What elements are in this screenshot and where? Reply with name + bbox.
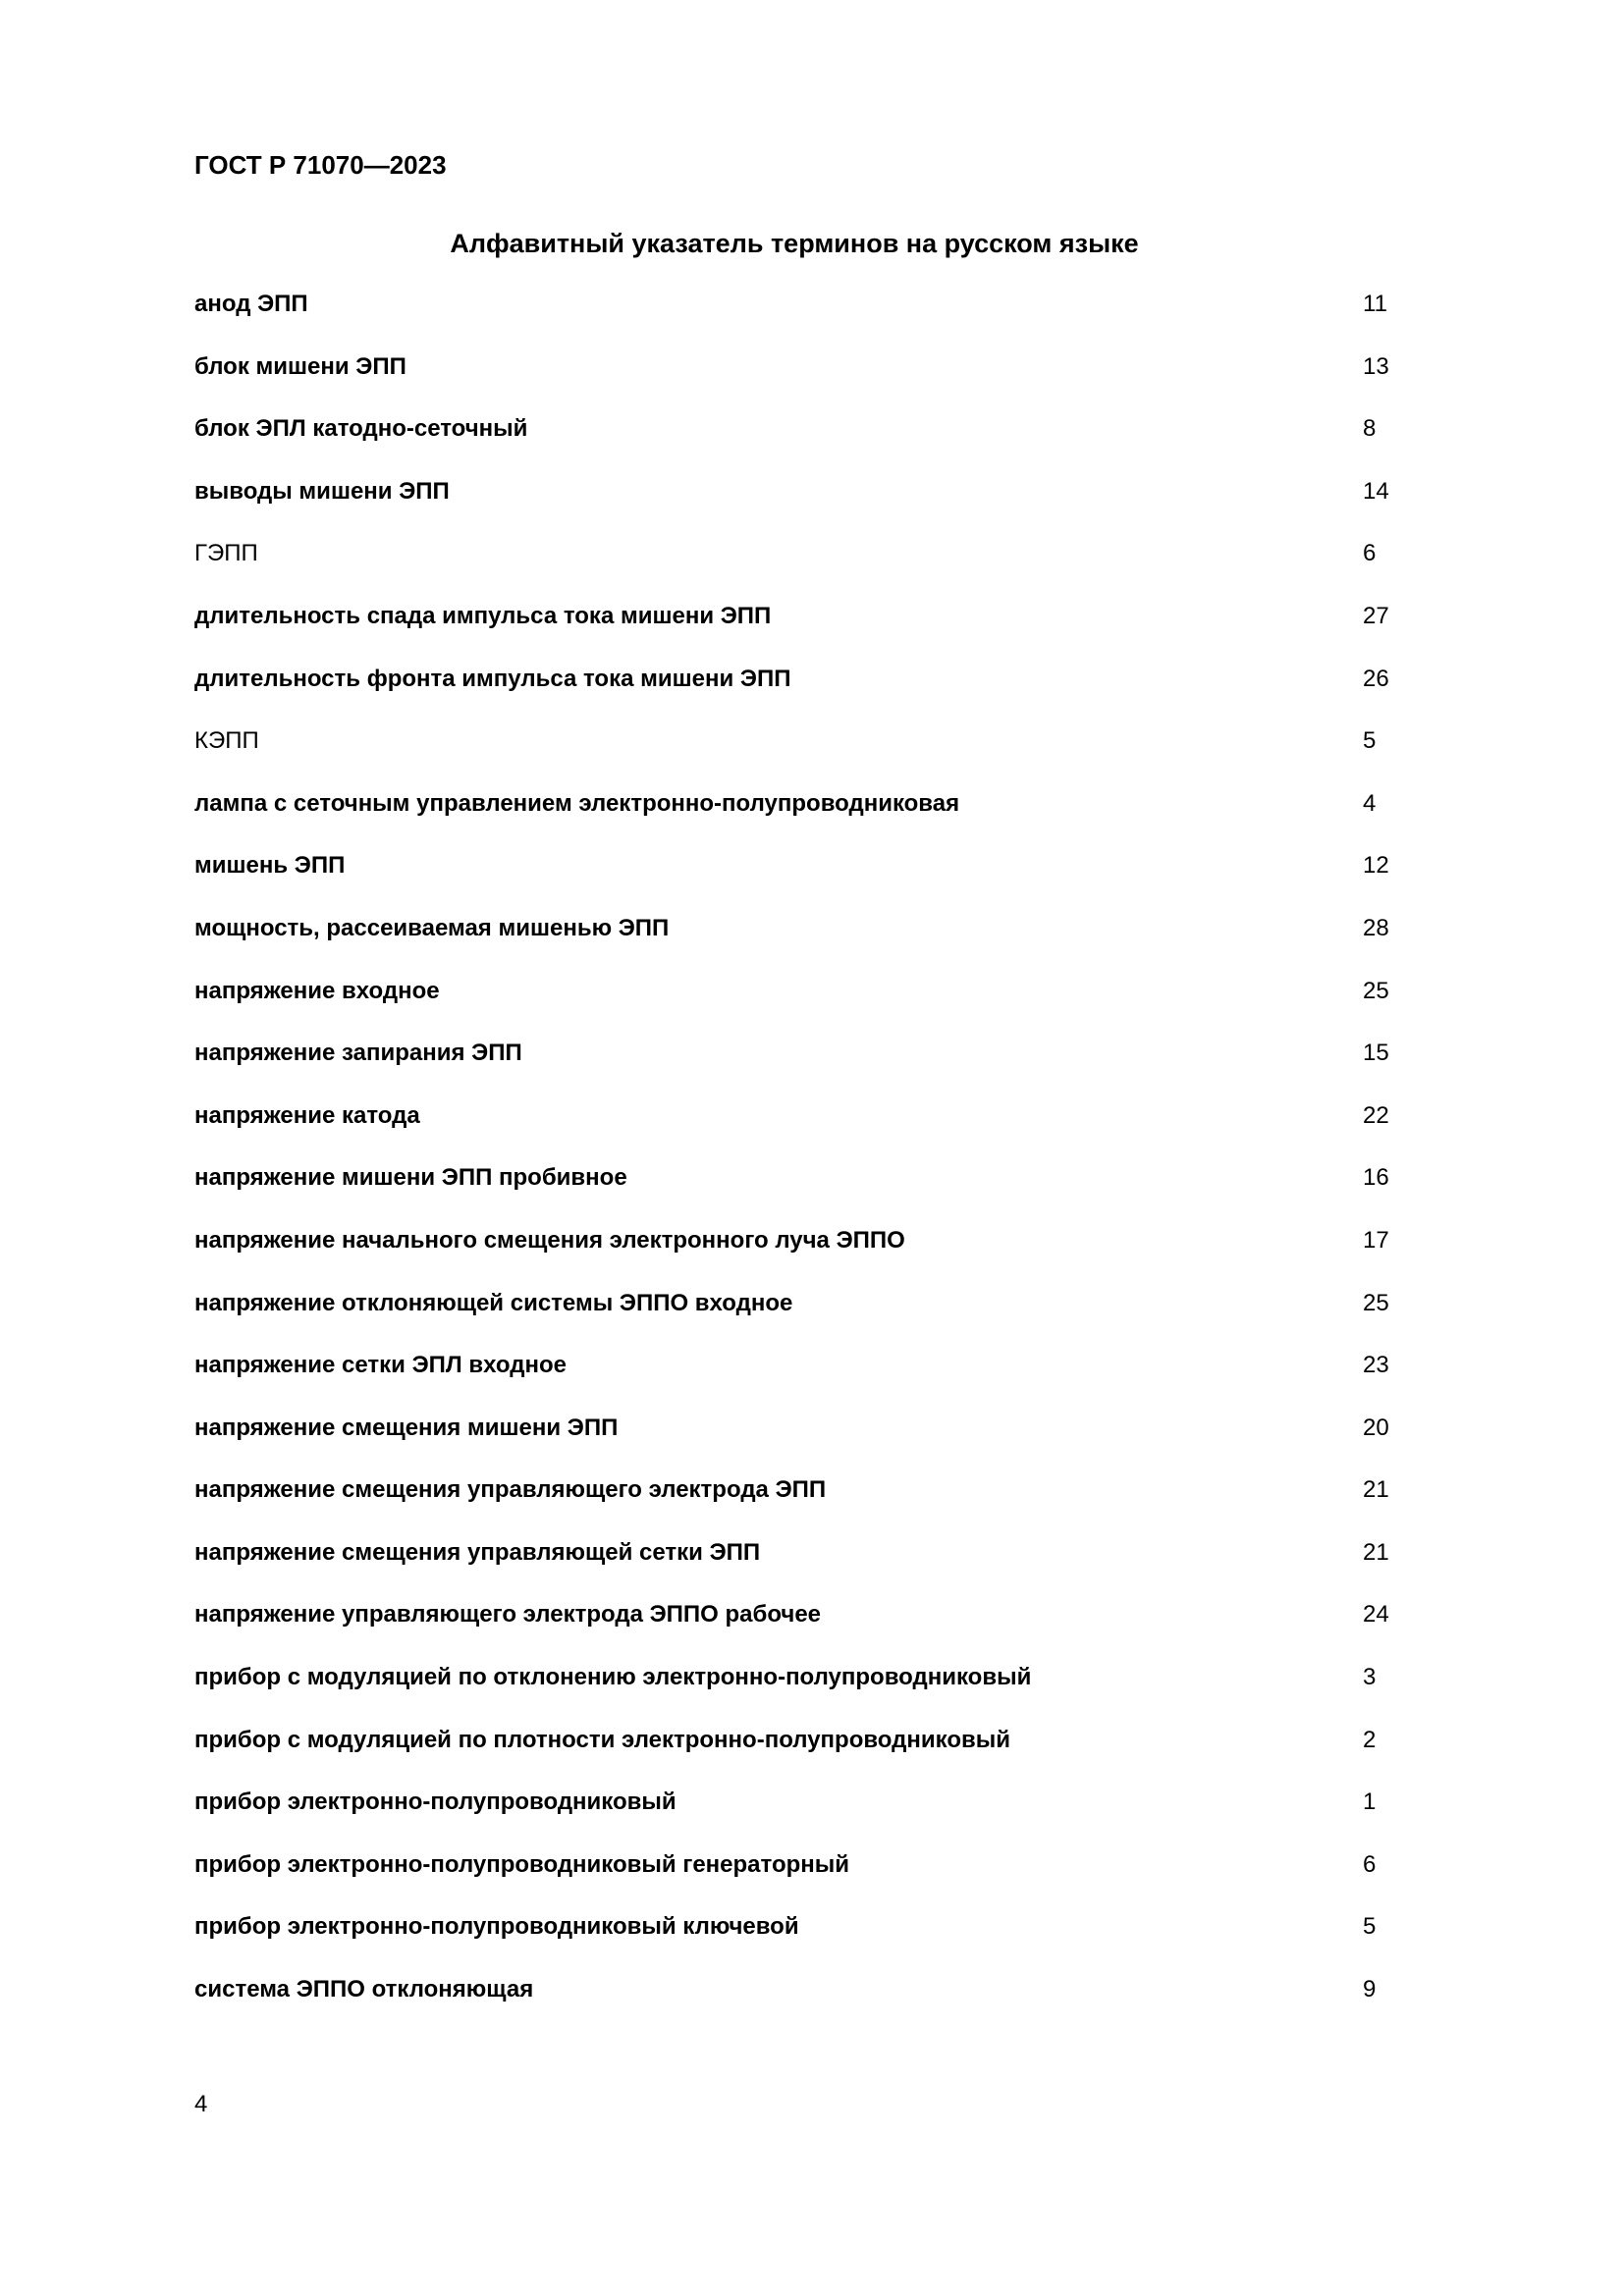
index-entry xyxy=(194,974,1412,1037)
index-term: прибор электронно-полупроводниковый ключевой xyxy=(194,1913,799,1941)
index-entry xyxy=(194,1785,1412,1847)
index-term: напряжение запирания ЭПП xyxy=(194,1040,522,1067)
index-term: блок мишени ЭПП xyxy=(194,352,406,380)
index-entry xyxy=(194,1847,1412,1910)
index-term: анод ЭПП xyxy=(194,291,308,317)
index-entry xyxy=(194,1909,1412,1972)
index-term-number: 12 xyxy=(1363,852,1389,880)
index-entry xyxy=(194,1160,1412,1223)
index-term-number: 5 xyxy=(1363,1913,1377,1941)
index-entry xyxy=(194,662,1412,724)
index-entry xyxy=(194,536,1412,599)
index-term-number: 6 xyxy=(1363,1850,1377,1878)
index-term-number: 28 xyxy=(1363,914,1389,941)
index-term: длительность фронта импульса тока мишени ЭПП xyxy=(194,665,791,692)
index-term: напряжение смещения мишени ЭПП xyxy=(194,1414,619,1441)
index-term-number: 8 xyxy=(1363,415,1377,443)
index-term-number: 15 xyxy=(1363,1040,1389,1067)
index-entry xyxy=(194,1972,1412,2035)
index-term: напряжение мишени ЭПП пробивное xyxy=(194,1164,627,1192)
index-term: напряжение входное xyxy=(194,977,440,1004)
index-entry xyxy=(194,599,1412,662)
index-title: Алфавитный указатель терминов на русском языке xyxy=(450,229,1139,258)
index-term-number: 25 xyxy=(1363,1289,1389,1316)
index-entry xyxy=(194,1348,1412,1411)
index-term: напряжение смещения управляющей сетки ЭПП xyxy=(194,1538,761,1566)
index-term: напряжение начального смещения электронного луча ЭППО xyxy=(194,1226,905,1254)
index-term-number: 21 xyxy=(1363,1476,1389,1504)
index-term: КЭПП xyxy=(194,727,259,755)
index-term: прибор электронно-полупроводниковый xyxy=(194,1789,677,1816)
index-entry xyxy=(194,1660,1412,1723)
index-entry xyxy=(194,723,1412,786)
document-code: ГОСТ Р 71070—2023 xyxy=(194,150,447,180)
index-term-number: 24 xyxy=(1363,1601,1389,1629)
index-term: выводы мишени ЭПП xyxy=(194,477,450,505)
index-term-number: 16 xyxy=(1363,1164,1389,1192)
index-term-number: 26 xyxy=(1363,665,1389,692)
index-term: мишень ЭПП xyxy=(194,852,346,880)
index-term-number: 11 xyxy=(1363,291,1387,317)
term-index-list xyxy=(194,287,1412,2035)
index-term-number: 6 xyxy=(1363,540,1377,567)
index-term: напряжение смещения управляющего электрода ЭПП xyxy=(194,1476,827,1504)
index-entry xyxy=(194,474,1412,537)
index-term-number: 22 xyxy=(1363,1101,1389,1129)
index-term: система ЭППО отклоняющая xyxy=(194,1976,534,2003)
index-term: мощность, рассеиваемая мишенью ЭПП xyxy=(194,914,670,941)
page-number: 4 xyxy=(194,2091,208,2117)
index-entry xyxy=(194,1411,1412,1473)
index-entry xyxy=(194,1286,1412,1349)
index-entry xyxy=(194,287,1412,349)
index-entry xyxy=(194,1723,1412,1786)
index-term-number: 4 xyxy=(1363,789,1377,817)
index-entry xyxy=(194,848,1412,911)
index-term-number: 21 xyxy=(1363,1538,1389,1566)
index-term: блок ЭПЛ катодно-сеточный xyxy=(194,415,528,443)
index-term-number: 25 xyxy=(1363,977,1389,1004)
index-term: напряжение управляющего электрода ЭППО рабочее xyxy=(194,1601,822,1629)
index-entry xyxy=(194,911,1412,974)
index-entry xyxy=(194,1098,1412,1161)
index-entry xyxy=(194,1535,1412,1598)
index-term-number: 20 xyxy=(1363,1414,1389,1441)
index-term: напряжение отклоняющей системы ЭППО входное xyxy=(194,1289,793,1316)
index-term-number: 2 xyxy=(1363,1726,1377,1753)
index-entry xyxy=(194,786,1412,849)
index-term: прибор с модуляцией по плотности электронно-полупроводниковый xyxy=(194,1726,1010,1753)
index-entry xyxy=(194,1223,1412,1286)
index-term-number: 9 xyxy=(1363,1976,1377,2003)
index-term: прибор электронно-полупроводниковый генераторный xyxy=(194,1850,850,1878)
index-term-number: 3 xyxy=(1363,1664,1377,1691)
index-entry xyxy=(194,411,1412,474)
index-term: длительность спада импульса тока мишени ЭПП xyxy=(194,602,772,629)
index-term-number: 5 xyxy=(1363,727,1377,755)
index-entry xyxy=(194,1597,1412,1660)
index-term-number: 17 xyxy=(1363,1226,1389,1254)
index-term: напряжение сетки ЭПЛ входное xyxy=(194,1352,567,1379)
index-entry xyxy=(194,1472,1412,1535)
index-term-number: 23 xyxy=(1363,1352,1389,1379)
index-term: лампа с сеточным управлением электронно-полупроводниковая xyxy=(194,789,960,817)
index-term-number: 27 xyxy=(1363,602,1389,629)
index-entry xyxy=(194,1036,1412,1098)
index-entry xyxy=(194,349,1412,412)
index-term-number: 1 xyxy=(1363,1789,1377,1816)
index-term: ГЭПП xyxy=(194,540,258,567)
index-term-number: 14 xyxy=(1363,477,1389,505)
index-term: напряжение катода xyxy=(194,1101,420,1129)
index-term-number: 13 xyxy=(1363,352,1389,380)
index-term: прибор с модуляцией по отклонению электронно-полупроводниковый xyxy=(194,1664,1032,1691)
